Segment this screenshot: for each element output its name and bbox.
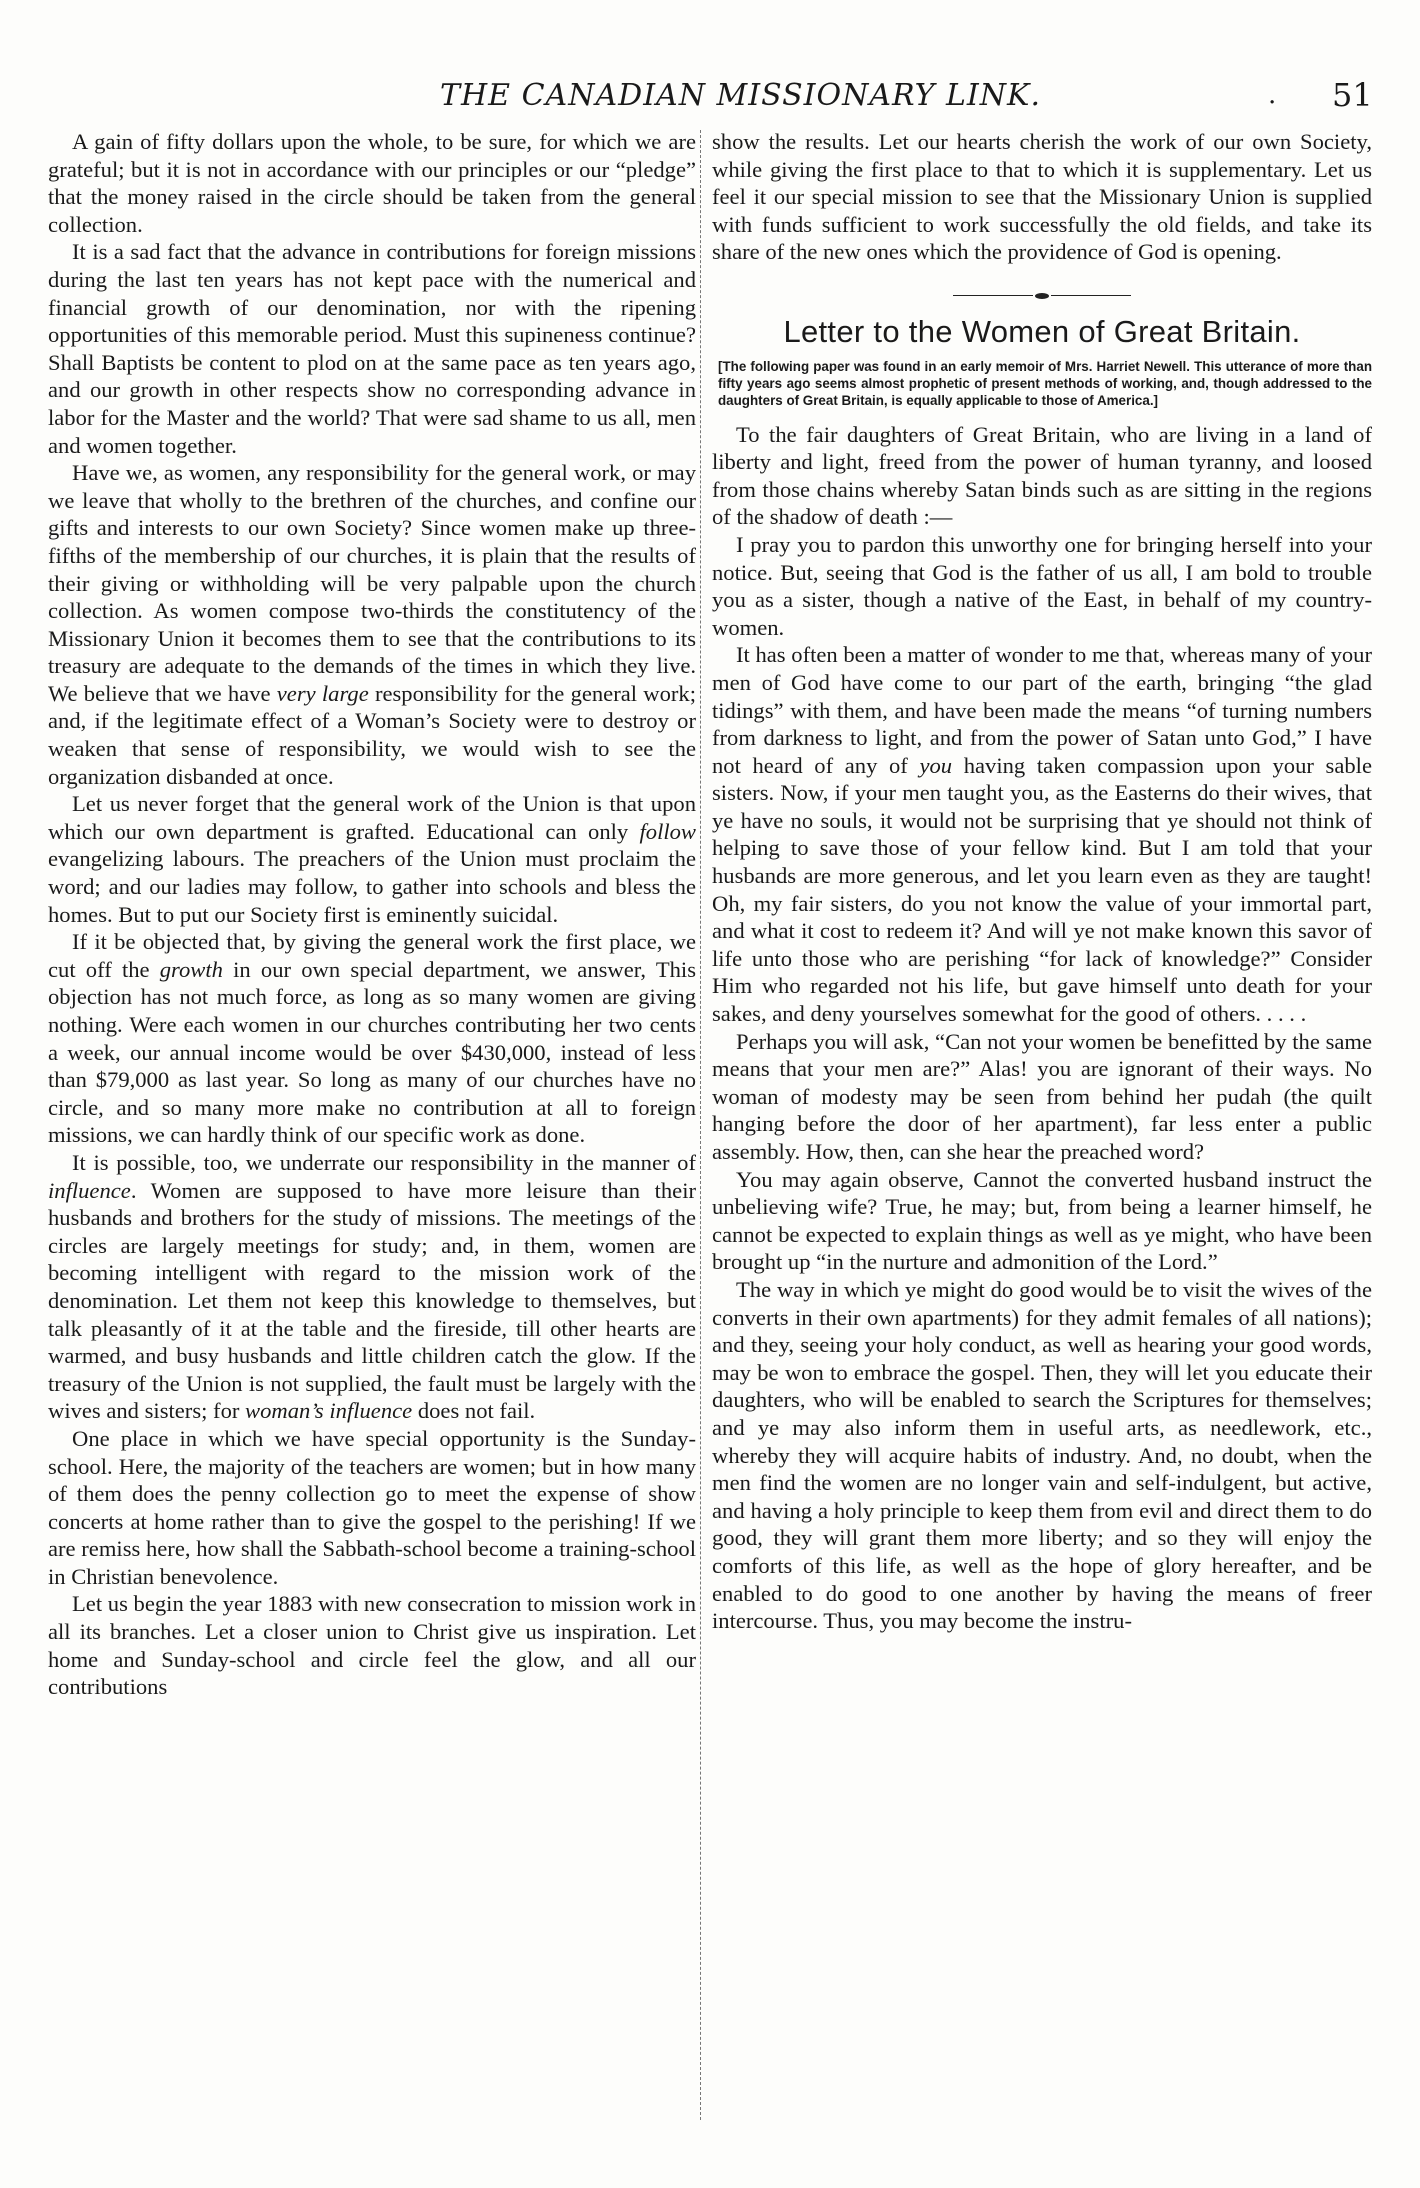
emphasis: follow	[639, 818, 696, 844]
paragraph: If it be objected that, by giving the general work the first place, we cut off the growth in our own special department, we answer, This objection has not much force, as long as so many women are giving nothing. Were each women in our churches contributing her two cents a week, our annual income would be over $430,000, instead of less than $79,000 as last year. So long as many of our churches have no circle, and so many more make no contribution at all to foreign missions, we can hardly think of our specific work as done.	[48, 929, 696, 1148]
paragraph: One place in which we have special opportunity is the Sunday-school. Here, the majority of the teachers are women; but in how many of them does the penny collection go to meet the expense of show concerts at home rather than to give the gospel to the perishing! If we are remiss here, how shall the Sabbath-school become a training-school in Christian benevolence.	[48, 1425, 696, 1589]
paragraph: Have we, as women, any responsibility for the general work, or may we leave that wholly to the brethren of the churches, and confine our gifts and interests to our own Society? Since women make up three-fifths of the membership of our churches, it is plain that the results of their giving or withholding will be very palpable upon the church collection. As women compose two-thirds the constitutency of the Missionary Union it becomes them to see that the contributions to its treasury are adequate to the demands of the times in which they live. We believe that we have very large responsibility for the general work; and, if the legitimate effect of a Woman’s Society were to destroy or weaken that sense of responsibility, we would wish to see the organization disbanded at once.	[48, 460, 696, 789]
paragraph: A gain of fifty dollars upon the whole, to be sure, for which we are grateful; but it is not in accordance with our principles or our “pledge” that the money raised in the circle should be taken from the general collection.	[48, 129, 696, 237]
paragraph: You may again observe, Cannot the converted husband instruct the unbelieving wife? True, he may; but, from being a learner himself, he cannot be expected to explain things as well as ye might, who have been brought up “in the nurture and admonition of the Lord.”	[712, 1166, 1372, 1275]
paragraph: The way in which ye might do good would be to visit the wives of the converts in their own apartments) for they admit females of all nations); and they, seeing your holy conduct, as well as hearing your good words, may be won to embrace the gospel. Then, they will let you educate their daughters, who will be enabled to search the Scriptures for themselves; and ye may also inform them in useful arts, as needlework, etc., whereby they will acquire habits of industry. And, no doubt, when the men find the women are no longer vain and self-indulgent, but active, and having a holy principle to keep them from evil and direct them to do good, they will grant them more liberty; and so they will enjoy the comforts of this life, as well as the hope of glory hereafter, and be enabled to do good to one another by having the means of freer intercourse. Thus, you may become the instru-	[712, 1276, 1372, 1634]
editor-note: [The following paper was found in an early memoir of Mrs. Harriet Newell. This utterance of more than fifty years ago seems almost prophetic of present methods of working, and, though addressed to the daughters of Great Britain, is equally applicable to those of America.]	[718, 358, 1372, 408]
paragraph: I pray you to pardon this unworthy one for bringing herself into your notice. But, seeing that God is the father of us all, I am bold to trouble you as a sister, though a native of the East, in behalf of my country-women.	[712, 531, 1372, 640]
paragraph: It has often been a matter of wonder to me that, whereas many of your men of God have come to our part of the earth, bringing “the glad tidings” with them, and have been made the means “of turning numbers from darkness to light, and from the power of Satan unto God,” I have not heard of any of you having taken compassion upon your sable sisters. Now, if your men taught you, as the Easterns do their wives, that ye have no souls, it would not be surprising that ye should not think of helping to save those of your fellow kind. But I am told that your husbands are more generous, and let you learn even as they are taught! Oh, my fair sisters, do you not know the value of your immortal part, and what it cost to redeem it? And will ye not make known this savor of life unto those who are perishing “for lack of knowledge?” Consider Him who regarded not his life, but gave himself unto death for your sakes, and deny yourselves somewhat for the good of others. . . . .	[712, 642, 1372, 1027]
running-head	[0, 78, 1420, 118]
emphasis: influence	[48, 1177, 131, 1203]
emphasis: very large	[276, 680, 369, 706]
paragraph: To the fair daughters of Great Britain, who are living in a land of liberty and light, freed from the power of human tyranny, and loosed from those chains whereby Satan binds such as are sitting in the regions of the shadow of death :—	[712, 421, 1372, 530]
emphasis: woman’s influence	[245, 1398, 413, 1424]
emphasis: growth	[159, 956, 223, 982]
paragraph: Perhaps you will ask, “Can not your women be benefitted by the same means that your men are?” Alas! you are ignorant of their ways. No woman of modesty may be seen from behind her pudah (the quilt hanging before the door of her apartment), far less enter a public assembly. How, then, can she hear the preached word?	[712, 1028, 1372, 1164]
column-divider	[700, 130, 701, 2120]
header-dot: .	[1268, 80, 1277, 110]
paragraph: Let us never forget that the general work of the Union is that upon which our own department is grafted. Educational can only follow evangelizing labours. The preachers of the Union must proclaim the word; and our ladies may follow, to gather into schools and bless the homes. But to put our Society first is eminently suicidal.	[48, 791, 696, 927]
running-title: THE CANADIAN MISSIONARY LINK.	[440, 78, 1041, 113]
page-number: 51	[1332, 76, 1373, 114]
right-column	[712, 128, 1372, 2118]
paragraph: Let us begin the year 1883 with new consecration to mission work in all its branches. Let a closer union to Christ give us inspiration. Let home and Sunday-school and circle feel the glow, and all our contributions	[48, 1591, 696, 1700]
left-column	[48, 128, 696, 2118]
section-rule	[712, 288, 1372, 304]
emphasis: you	[919, 752, 953, 778]
paragraph: show the results. Let our hearts cherish the work of our own Society, while giving the first place to that to which it is supplementary. Let us feel it our special mission to see that the Missionary Union is supplied with funds sufficient to work successfully the old fields, and take its share of the new ones which the providence of God is opening.	[712, 129, 1372, 265]
article-heading: Letter to the Women of Great Britain.	[783, 313, 1301, 349]
paragraph: It is possible, too, we underrate our responsibility in the manner of influence. Women are supposed to have more leisure than their husbands and brothers for the study of missions. The meetings of the circles are largely meetings for study; and, in them, women are becoming intelligent with regard to the mission work of the denomination. Let them not keep this knowledge to themselves, but talk pleasantly of it at the table and the fireside, till other hearts are warmed, and busy husbands and little children catch the glow. If the treasury of the Union is not supplied, the fault must be largely with the wives and sisters; for woman’s influence does not fail.	[48, 1149, 696, 1424]
rule-ornament-icon	[1035, 293, 1049, 299]
rule-line	[1051, 295, 1131, 296]
rule-line	[953, 295, 1033, 296]
paragraph: It is a sad fact that the advance in contributions for foreign missions during the last ten years has not kept pace with the numerical and financial growth of our denomination, nor with the ripening opportunities of this memorable period. Must this supineness continue? Shall Baptists be content to plod on at the same pace as ten years ago, and our growth in other respects show no corresponding advance in labor for the Master and the world? That were sad shame to us all, men and women together.	[48, 239, 696, 458]
